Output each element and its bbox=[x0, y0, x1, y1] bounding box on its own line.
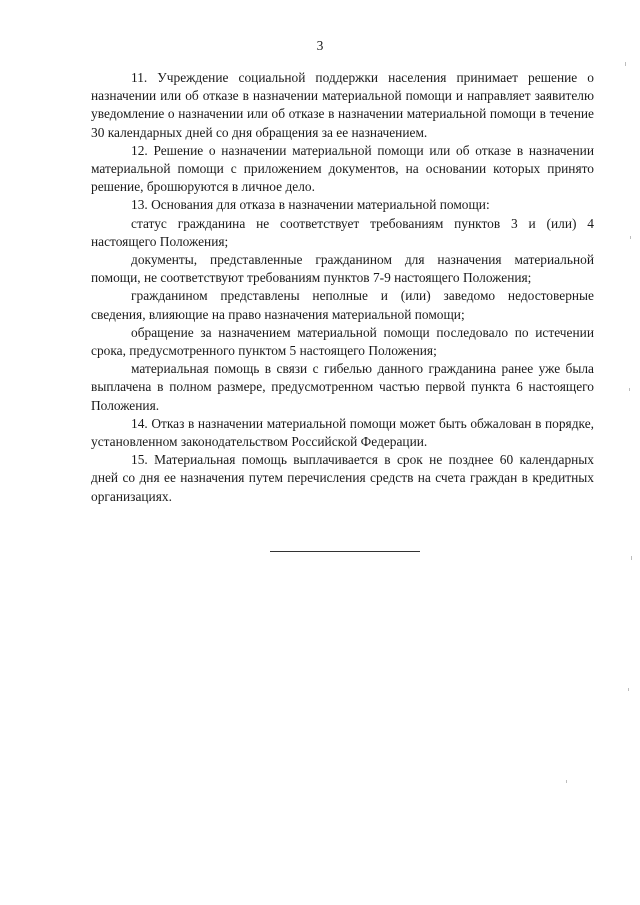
scan-artifact bbox=[628, 688, 629, 691]
refusal-ground-documents: документы, представленные гражданином для назначения материальной помощи, не соответствуют требованиям пунктов 7-9 настоящего Положения; bbox=[91, 252, 594, 286]
document-body bbox=[91, 69, 594, 506]
scan-artifact bbox=[631, 556, 632, 560]
scan-artifact bbox=[625, 62, 626, 66]
paragraph-15: 15. Материальная помощь выплачивается в срок не позднее 60 календарных дней со дня ее назначения путем перечисления средств на счета граждан в кредитных организациях. bbox=[91, 452, 594, 504]
page-number: 3 bbox=[316, 38, 324, 53]
refusal-ground-incomplete-info: гражданином представлены неполные и (или) заведомо недостоверные сведения, влияющие на право назначения материальной помощи; bbox=[91, 288, 594, 322]
scan-artifact bbox=[566, 780, 567, 783]
scan-artifact bbox=[630, 236, 631, 239]
refusal-ground-deadline: обращение за назначением материальной помощи последовало по истечении срока, предусмотренного пунктом 5 настоящего Положения; bbox=[91, 324, 594, 359]
paragraph-11: 11. Учреждение социальной поддержки населения принимает решение о назначении или об отказе в назначении материальной помощи и направляет заявителю уведомление о назначении или об отказе в назначении материальной помощи в течение 30 календарных дней со дня обращения за ее назначением. bbox=[91, 70, 594, 140]
scan-artifact bbox=[629, 388, 630, 391]
refusal-ground-already-paid: материальная помощь в связи с гибелью данного гражданина ранее уже была выплачена в полном размере, предусмотренном частью первой пункта 6 настоящего Положения. bbox=[91, 361, 594, 413]
paragraph-14: 14. Отказ в назначении материальной помощи может быть обжалован в порядке, установленном законодательством Российской Федерации. bbox=[91, 415, 594, 450]
paragraph-12: 12. Решение о назначении материальной помощи или об отказе в назначении материальной помощи с приложением документов, на основании которых принято решение, брошюруются в личное дело. bbox=[91, 142, 594, 195]
closing-separator-line bbox=[270, 551, 420, 552]
refusal-ground-status: статус гражданина не соответствует требованиям пунктов 3 и (или) 4 настоящего Положения; bbox=[91, 215, 594, 249]
paragraph-13: 13. Основания для отказа в назначении материальной помощи: bbox=[131, 197, 490, 213]
